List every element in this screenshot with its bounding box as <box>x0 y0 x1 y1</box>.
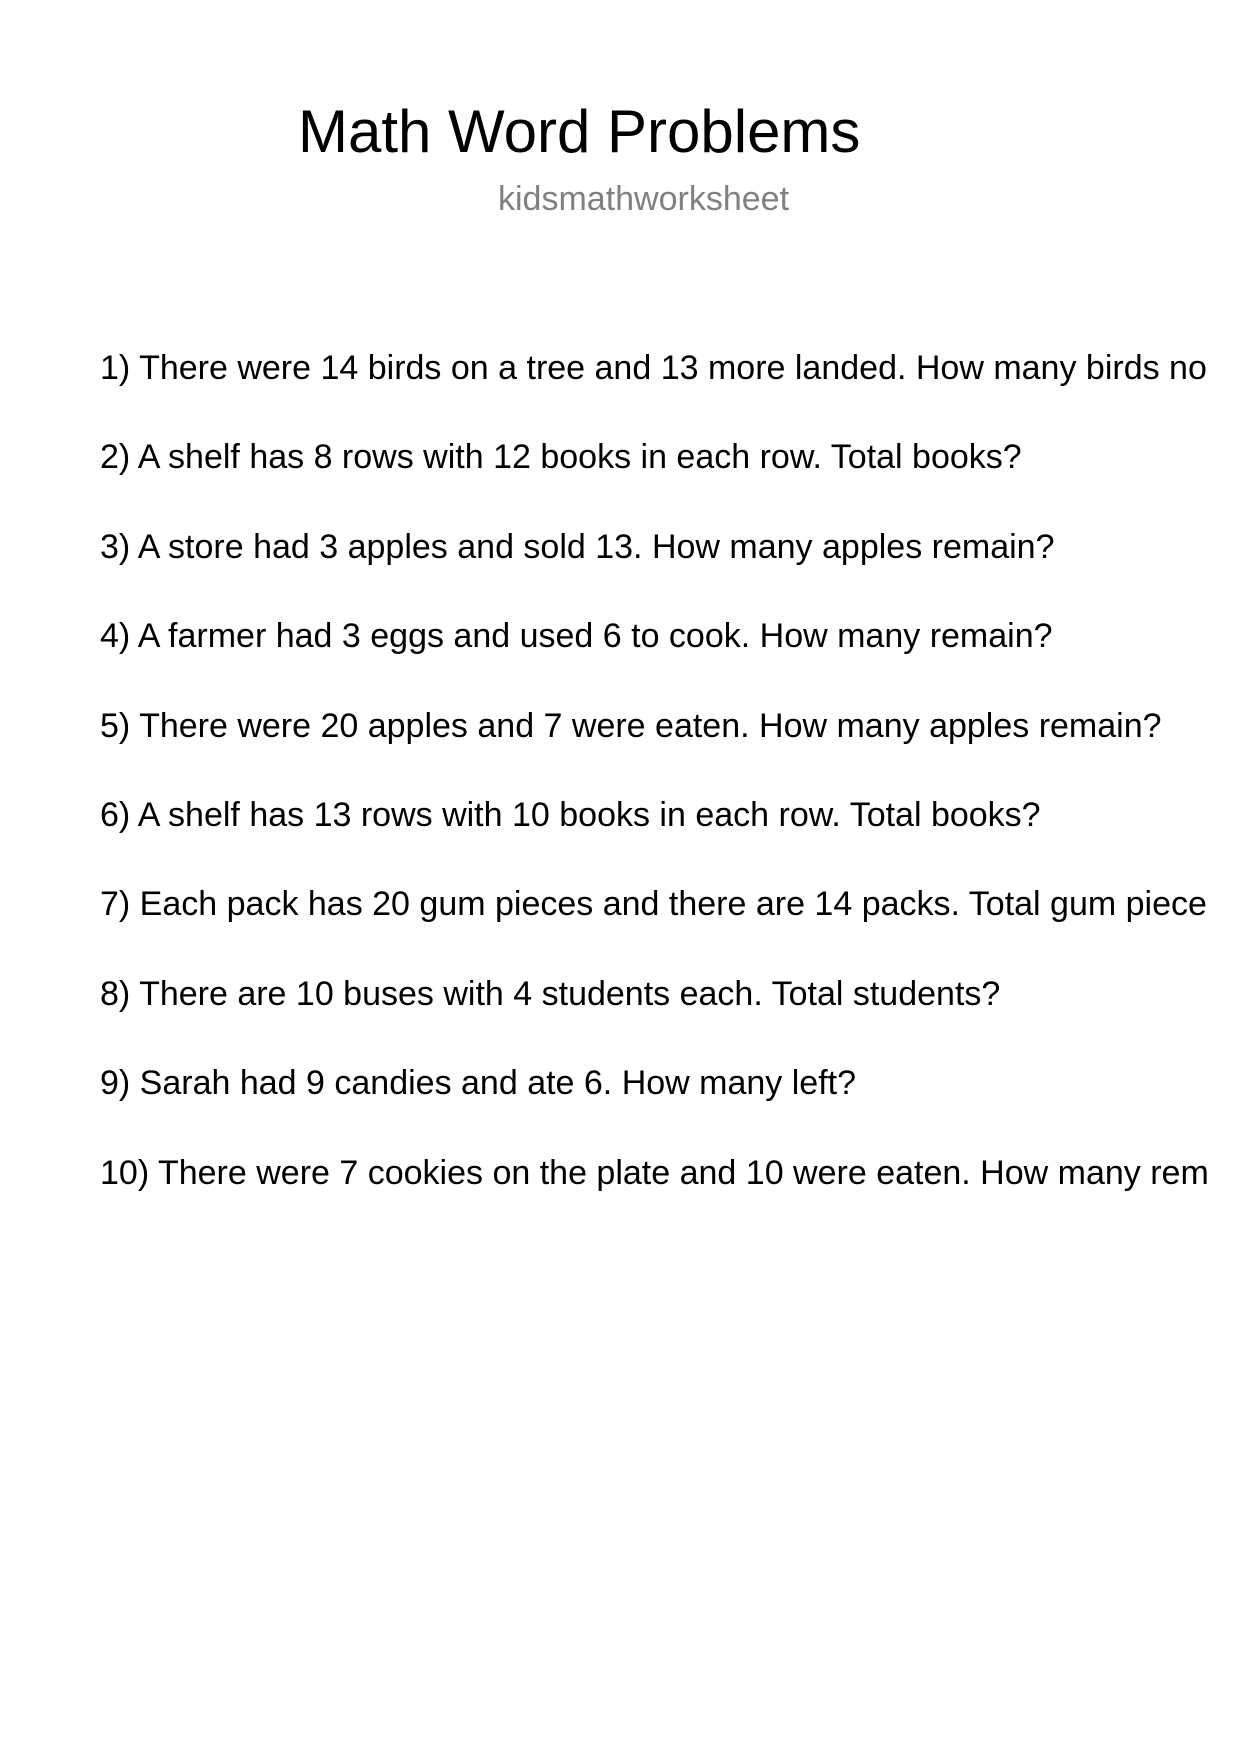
problem-item: 10) There were 7 cookies on the plate and 10 were eaten. How many rem <box>100 1153 1209 1192</box>
problem-item: 2) A shelf has 8 rows with 12 books in each row. Total books? <box>100 438 1022 477</box>
problem-item: 3) A store had 3 apples and sold 13. How many apples remain? <box>100 527 1055 566</box>
problem-item: 9) Sarah had 9 candies and ate 6. How many left? <box>100 1064 857 1103</box>
problem-item: 8) There are 10 buses with 4 students each. Total students? <box>100 974 1001 1013</box>
problem-item: 4) A farmer had 3 eggs and used 6 to cook. How many remain? <box>100 617 1053 656</box>
page-title: Math Word Problems <box>298 98 861 165</box>
problem-item: 1) There were 14 birds on a tree and 13 more landed. How many birds no <box>100 349 1207 387</box>
page-subtitle: kidsmathworksheet <box>498 180 790 218</box>
problem-item: 5) There were 20 apples and 7 were eaten. How many apples remain? <box>100 706 1162 745</box>
problem-item: 7) Each pack has 20 gum pieces and there are 14 packs. Total gum piece <box>100 885 1207 924</box>
problem-item: 6) A shelf has 13 rows with 10 books in each row. Total books? <box>100 795 1041 834</box>
problem-list <box>100 348 1240 1242</box>
